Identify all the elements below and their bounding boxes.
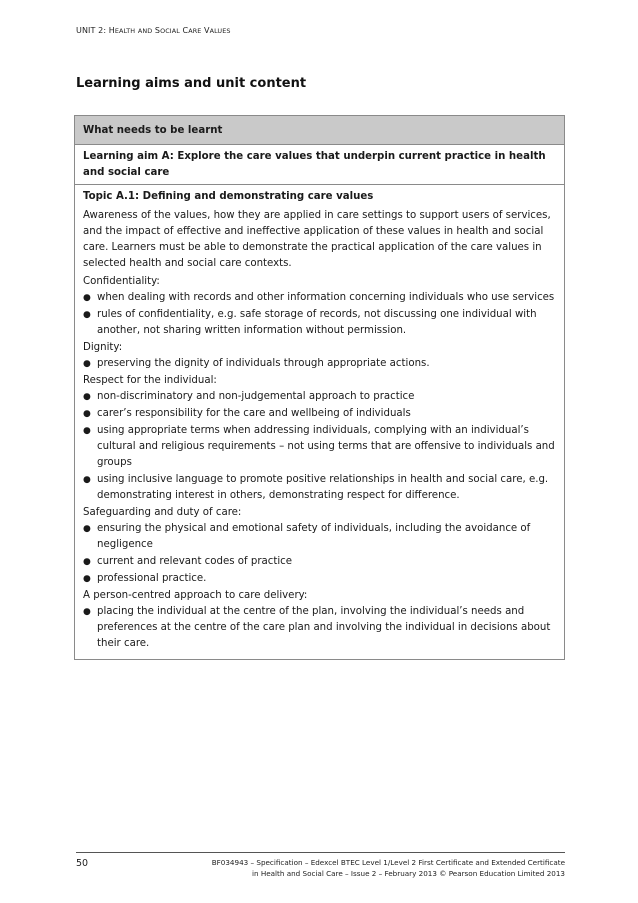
bullet-icon: ● [83, 475, 91, 485]
category-label: Safeguarding and duty of care: [83, 507, 242, 518]
bullet-text: current and relevant codes of practice [97, 556, 293, 567]
bullet-icon: ● [83, 392, 91, 402]
bullet-icon: ● [83, 524, 91, 534]
bullet-item [83, 571, 556, 587]
header-initial: V [204, 26, 210, 35]
bullet-text: non-discriminatory and non-judgemental approach to practice [97, 391, 415, 402]
header-word: AND [137, 27, 153, 35]
bullet-text: professional practice. [97, 573, 207, 584]
section-title: Learning aims and unit content [76, 76, 307, 91]
learning-aim: Learning aim A: Explore the care values that underpin current practice in health and social care [75, 145, 565, 185]
topic-title: Topic A.1: Defining and demonstrating care values [83, 191, 374, 202]
bullet-icon: ● [83, 574, 91, 584]
bullet-text: rules of confidentiality, e.g. safe storage of records, not discussing one individual with another, not sharing written information without permission. [97, 309, 537, 336]
bullet-icon: ● [83, 607, 91, 617]
bullet-item [83, 356, 556, 372]
bullet-item [83, 554, 556, 570]
bullet-item [83, 423, 556, 471]
bullet-item [83, 604, 556, 652]
bullet-icon: ● [83, 557, 91, 567]
header-word: EALTH [114, 27, 136, 35]
header-word: ALUES [209, 27, 231, 35]
bullet-item [83, 290, 556, 306]
bullet-text: preserving the dignity of individuals through appropriate actions. [97, 358, 430, 369]
bullet-icon: ● [83, 293, 91, 303]
category-label: Dignity: [83, 342, 123, 353]
bullet-item [83, 472, 556, 504]
page-number: 50 [76, 858, 89, 869]
bullet-item [83, 389, 556, 405]
category-label: A person-centred approach to care delivery: [83, 590, 308, 601]
header-unit-prefix: UNIT 2: H [76, 26, 115, 35]
bullet-icon: ● [83, 359, 91, 369]
footer-divider [76, 852, 565, 853]
bullet-text: using appropriate terms when addressing individuals, complying with an individual’s cultural and religious requirements – not using terms that are offensive to individuals and groups [97, 425, 555, 468]
bullet-text: carer’s responsibility for the care and wellbeing of individuals [97, 408, 411, 419]
footer-line: in Health and Social Care – Issue 2 – February 2013 © Pearson Education Limited 2013 [251, 869, 565, 878]
topic-cell [75, 185, 565, 660]
footer-text [212, 857, 565, 879]
bullet-text: when dealing with records and other information concerning individuals who use services [97, 292, 555, 303]
bullet-icon: ● [83, 409, 91, 419]
category-list [83, 274, 556, 652]
bullet-text: ensuring the physical and emotional safety of individuals, including the avoidance of negligence [97, 523, 531, 550]
header-initial: S [154, 26, 161, 35]
header-initial: C [182, 26, 189, 35]
table-column-header: What needs to be learnt [75, 116, 565, 145]
bullet-item [83, 521, 556, 553]
bullet-item [83, 307, 556, 339]
bullet-icon: ● [83, 426, 91, 436]
bullet-icon: ● [83, 310, 91, 320]
bullet-text: placing the individual at the centre of the plan, involving the individual’s needs and preferences at the centre of the care plan and involving the individual in decisions about their care. [97, 606, 551, 649]
topic-intro: Awareness of the values, how they are applied in care settings to support users of services, and the impact of effective and ineffective application of these values in health and social care. Learners must be able to demonstrate the practical application of the care values in selected health and social care contexts. [83, 210, 551, 269]
bullet-item [83, 406, 556, 422]
unit-content-table [74, 115, 565, 660]
category-label: Confidentiality: [83, 276, 160, 287]
category-label: Respect for the individual: [83, 375, 217, 386]
footer-line: BF034943 – Specification – Edexcel BTEC Level 1/Level 2 First Certificate and Extended Certificate [211, 858, 565, 867]
header-word: OCIAL [160, 27, 180, 35]
header-word: ARE [188, 27, 202, 35]
running-header [76, 26, 231, 35]
bullet-text: using inclusive language to promote positive relationships in health and social care, e.g. demonstrating interest in others, demonstrating respect for difference. [97, 474, 549, 501]
